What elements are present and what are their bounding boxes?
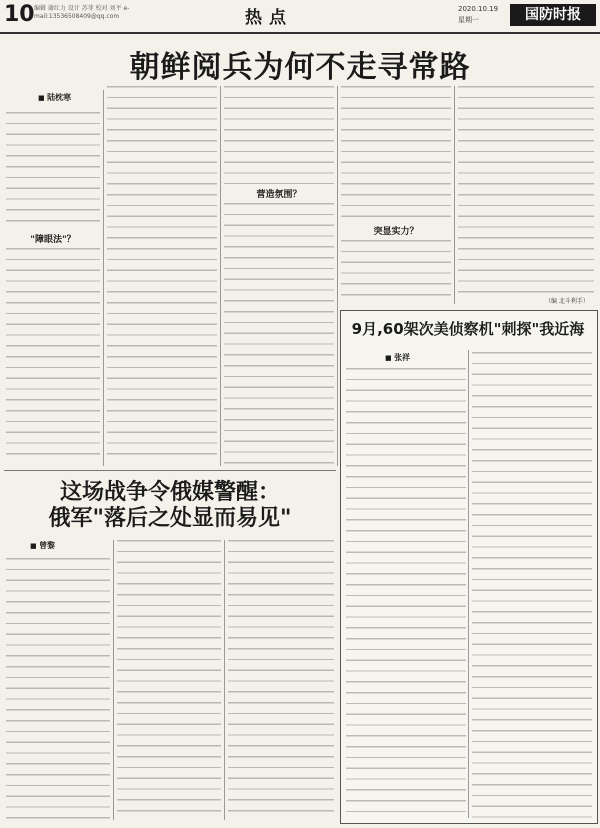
russia-headline-line1: 这场战争令俄媒警醒： — [59, 480, 280, 505]
page-number: 10 — [4, 2, 35, 27]
column-rule — [454, 86, 455, 304]
russia-text-block — [117, 540, 221, 820]
recon-headline: 9月,60架次美侦察机"刺探"我近海 — [351, 320, 585, 338]
recon-text-block — [346, 368, 466, 818]
section-title: 热点 — [245, 8, 293, 28]
russia-text-block — [228, 540, 334, 820]
main-text-block — [341, 86, 451, 219]
column-rule — [224, 540, 225, 820]
weekday-value: 星期一 — [458, 16, 479, 24]
main-byline: ■ 陆枕寒 — [38, 92, 71, 103]
masthead — [0, 0, 600, 34]
main-text-block — [6, 112, 100, 227]
main-subhead-2: 营造氛围？ — [256, 190, 302, 200]
recon-text-block — [472, 352, 592, 818]
column-rule — [103, 90, 104, 466]
main-text-block — [107, 86, 217, 464]
column-rule — [113, 540, 114, 820]
russia-headline — [4, 480, 336, 532]
main-article-note: （编 北斗利手） — [545, 298, 589, 305]
russia-text-block — [6, 558, 110, 820]
main-subhead-3: 突显实力？ — [373, 227, 419, 237]
main-text-block — [341, 240, 451, 300]
newspaper-logo: 国防时报 — [510, 4, 596, 26]
russia-headline-line2: 俄军"落后之处显而易见" — [48, 506, 292, 531]
column-rule — [468, 350, 469, 818]
russia-byline: ■ 曾黎 — [30, 540, 55, 551]
main-text-block — [458, 86, 594, 296]
column-rule — [337, 86, 338, 466]
main-text-block — [6, 248, 100, 463]
main-text-block — [224, 203, 334, 464]
main-subhead-1: "障眼法"？ — [30, 235, 76, 245]
issue-date — [458, 4, 498, 26]
recon-byline: ■ 张祥 — [385, 352, 410, 363]
editor-credits: 编辑 谢红力 设计 苏菲 校对 刘平 e-mail:13536508409@qq.com — [34, 5, 130, 20]
section-rule — [4, 470, 336, 471]
main-text-block — [224, 86, 334, 184]
main-headline: 朝鲜阅兵为何不走寻常路 — [129, 50, 471, 85]
column-rule — [220, 86, 221, 466]
date-value: 2020.10.19 — [458, 5, 499, 13]
